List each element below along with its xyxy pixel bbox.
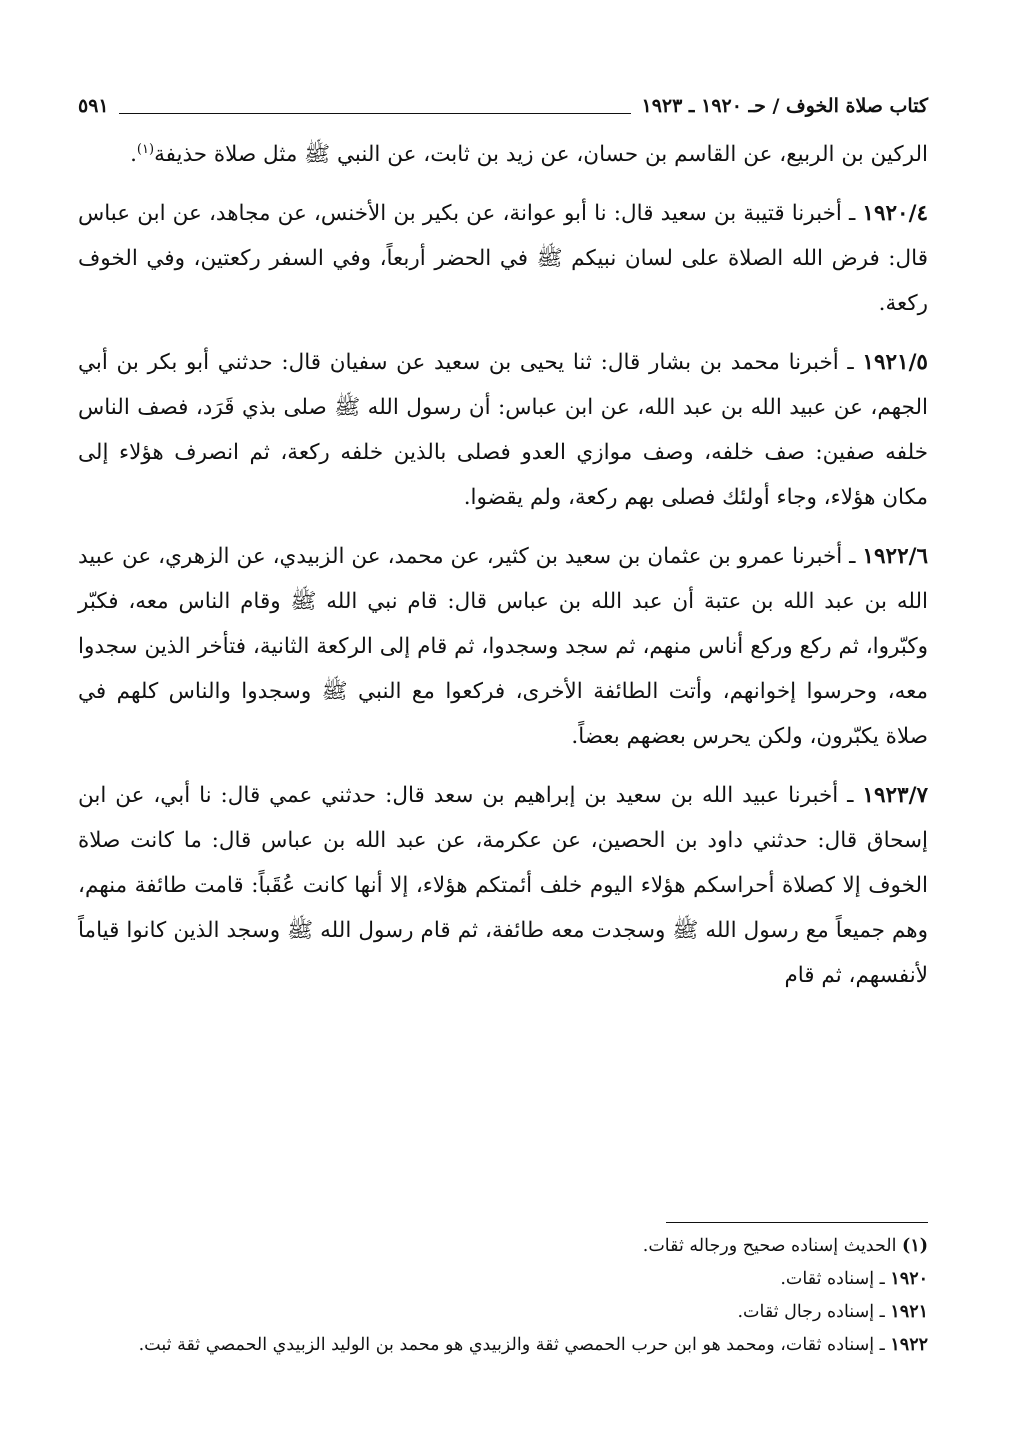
footnote-text: الحديث إسناده صحيح ورجاله ثقات. bbox=[642, 1236, 897, 1256]
hadith-number: ١٩٢٠/٤ bbox=[862, 201, 928, 226]
footnote-separator bbox=[666, 1222, 928, 1223]
footnote-1 bbox=[78, 1231, 928, 1262]
hadith-number: ١٩٢٢/٦ bbox=[862, 544, 929, 569]
footnote-1921 bbox=[78, 1297, 928, 1328]
paragraph-text: ـ أخبرنا قتيبة بن سعيد قال: نا أبو عوانة، عن بكير بن الأخنس، عن مجاهد، عن ابن عباس قال: فرض الله الصلاة على لسان نبيكم ﷺ في الحضر أربعاً، وفي السفر ركعتين، وفي الخوف ركعة. bbox=[78, 201, 928, 316]
hadith-1923 bbox=[78, 773, 928, 998]
footnote-1922 bbox=[78, 1330, 928, 1361]
hadith-1921 bbox=[78, 340, 928, 520]
hadith-number: ١٩٢١/٥ bbox=[862, 350, 928, 375]
footnote-text: ـ إسناده ثقات. bbox=[780, 1269, 885, 1289]
page-number: ٥٩١ bbox=[78, 95, 109, 117]
footnote-number: ١٩٢١ bbox=[890, 1302, 928, 1322]
footnotes bbox=[78, 1222, 928, 1363]
footnote-number: ١٩٢٠ bbox=[890, 1269, 928, 1289]
hadith-1920 bbox=[78, 191, 928, 326]
footnote-text: ـ إسناده رجال ثقات. bbox=[737, 1302, 885, 1322]
footnote-number: ١٩٢٢ bbox=[890, 1335, 928, 1355]
hadith-number: ١٩٢٣/٧ bbox=[862, 783, 928, 808]
paragraph-text: ـ أخبرنا عمرو بن عثمان بن سعيد بن كثير، عن محمد، عن الزبيدي، عن الزهري، عن عبيد الله بن عبد الله بن عتبة أن عبد الله بن عباس قال: قام نبي الله ﷺ وقام الناس معه، فكبّر وكبّروا، ثم ركع وركع أناس منهم، ثم سجد وسجدوا، ثم قام إلى الركعة الثانية، فتأخر الذين سجدوا معه، وحرسوا إخوانهم، وأتت الطائفة الأخرى، فركعوا مع النبي ﷺ وسجدوا والناس كلهم في صلاة يكبّرون، ولكن يحرس بعضهم بعضاً. bbox=[78, 544, 928, 749]
header-title: كتاب صلاة الخوف / حـ ١٩٢٠ ـ ١٩٢٣ bbox=[641, 95, 928, 117]
hadith-1922 bbox=[78, 534, 928, 759]
body-text bbox=[78, 132, 928, 998]
paragraph-text: ـ أخبرنا عبيد الله بن سعيد بن إبراهيم بن سعد قال: حدثني عمي قال: نا أبي، عن ابن إسحاق قال: حدثني داود بن الحصين، عن عكرمة، عن عبد الله بن عباس قال: ما كانت صلاة الخوف إلا كصلاة أحراسكم هؤلاء اليوم خلف أئمتكم هؤلاء، إلا أنها كانت عُقَباً: قامت طائفة منهم، وهم جميعاً مع رسول الله ﷺ وسجدت معه طائفة، ثم قام رسول الله ﷺ وسجد الذين كانوا قياماً لأنفسهم، ثم قام bbox=[78, 783, 928, 988]
paragraph-continuation bbox=[78, 132, 928, 177]
paragraph-text: ـ أخبرنا محمد بن بشار قال: ثنا يحيى بن سعيد عن سفيان قال: حدثني أبو بكر بن أبي الجهم، عن عبيد الله بن عبد الله، عن ابن عباس: أن رسول الله ﷺ صلى بذي قَرَد، فصف الناس خلفه صفين: صف خلفه، وصف موازي العدو فصلى بالذين خلفه ركعة، ثم انصرف هؤلاء إلى مكان هؤلاء، وجاء أولئك فصلى بهم ركعة، ولم يقضوا. bbox=[78, 350, 928, 510]
footnote-mark: (١) bbox=[136, 141, 155, 157]
page bbox=[78, 86, 928, 1012]
running-header bbox=[78, 86, 928, 126]
paragraph-tail: . bbox=[130, 142, 137, 167]
footnote-number: (١) bbox=[902, 1236, 928, 1256]
footnote-text: ـ إسناده ثقات، ومحمد هو ابن حرب الحمصي ثقة والزبيدي هو محمد بن الوليد الزبيدي الحمصي ثقة ثبت. bbox=[138, 1335, 885, 1355]
paragraph-text: الركين بن الربيع، عن القاسم بن حسان، عن زيد بن ثابت، عن النبي ﷺ مثل صلاة حذيفة bbox=[154, 142, 928, 167]
header-rule bbox=[119, 113, 632, 114]
footnote-1920 bbox=[78, 1264, 928, 1295]
